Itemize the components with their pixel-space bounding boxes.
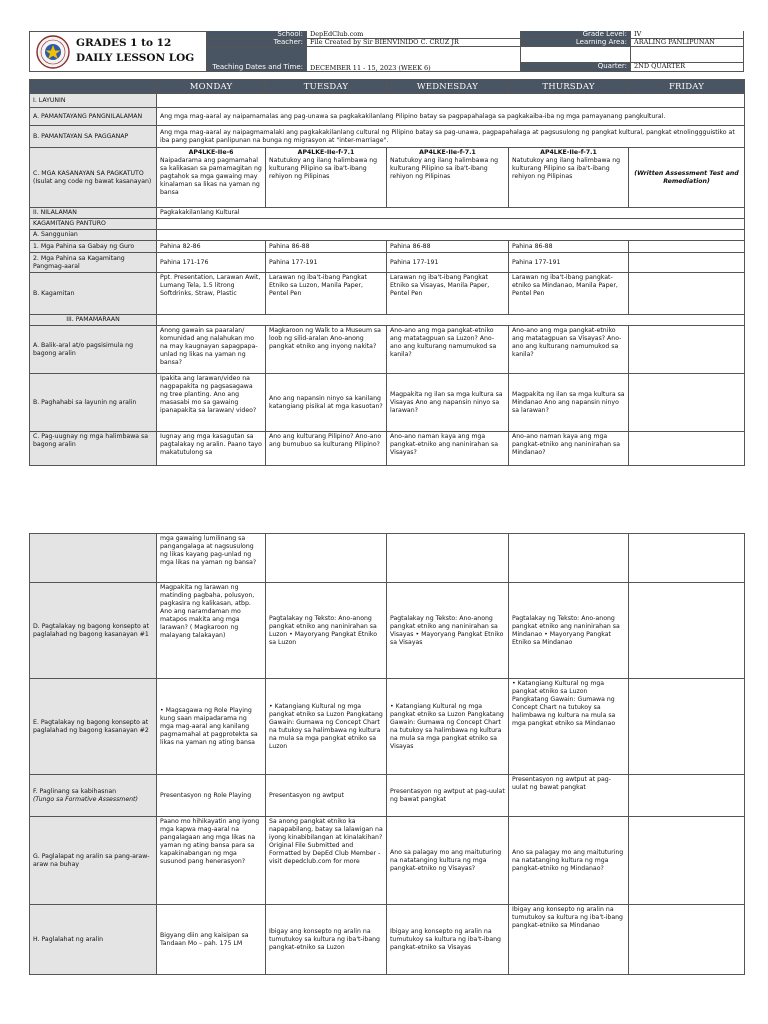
- header-title-box: [29, 31, 207, 72]
- row-sanggunian: [30, 230, 745, 241]
- continuation-tuesday: [266, 534, 387, 583]
- school-value: DepEdClub.com: [307, 31, 521, 39]
- row-konsepto2: [30, 679, 745, 775]
- kagamitan-label: B. Kagamitan: [30, 273, 157, 315]
- balik-friday: [629, 326, 745, 374]
- row-balik: [30, 326, 745, 374]
- kabihasnan-label: F. Paglinang sa kabihasnan: [33, 787, 117, 795]
- pamantayang-text: Ang mga mag-aaral ay naipamamalas ang pag-unawa sa pagkakakilanlang Pilipino batay sa pagpapahalaga sa pagkakaiba-iba ng mga pamayanang pangkultural.: [157, 108, 745, 126]
- layunin-blank: [157, 94, 745, 108]
- guro-monday: Pahina 82-86: [157, 241, 266, 253]
- paglalahat-friday: [629, 905, 745, 975]
- konsepto1-tuesday: Pagtalakay ng Teksto: Ano-anong pangkat etniko ang naninirahan sa Luzon • Mayoryang Pangkat Etniko sa Luzon: [266, 583, 387, 679]
- text: Natutukoy ang ilang halimbawa ng kulturang Pilipino sa iba't-ibang rehiyon ng Pilipinas: [512, 157, 621, 180]
- kabihasnan-friday: [629, 775, 745, 817]
- paglalapat-tuesday: Sa anong pangkat etniko ka napapabilang, batay sa lalawigan na iyong kinabibilangan at kinalakihan? Original File Submitted and Formatted by DepEd Club Member - visit depedclub.com for more: [266, 817, 387, 905]
- paglalahat-thursday: Ibigay ang konsepto ng aralin na tumutukoy sa kultura ng iba't-ibang pangkat-etniko sa Mindanao: [509, 905, 629, 975]
- row-paglalahat: [30, 905, 745, 975]
- kasanayan-label: C. MGA KASANAYAN SA PAGKATUTO (Isulat ang code ng bawat kasanayan): [30, 148, 157, 208]
- row-paguugnay: [30, 432, 745, 466]
- dates-value: DECEMBER 11 - 15, 2023 (WEEK 6): [307, 47, 521, 72]
- day-thursday: THURSDAY: [509, 80, 629, 94]
- paguugnay-thursday: Ano-ano naman kaya ang mga pangkat-etniko ang naninirahan sa Mindanao?: [509, 432, 629, 466]
- konsepto2-label: E. Pagtalakay ng bagong konsepto at paglalahad ng bagong kasanayan #2: [30, 679, 157, 775]
- school-label: School:: [207, 31, 307, 39]
- row-layunin: [30, 94, 745, 108]
- kasanayan-wednesday: [387, 148, 509, 208]
- konsepto2-tuesday: • Katangiang Kultural ng mga pangkat etniko sa Luzon Pangkatang Gawain: Gumawa ng Concept Chart na tutukoy sa halimbawa ng kultura na mula sa mga pangkat etniko sa Luzon: [266, 679, 387, 775]
- konsepto2-monday: • Magsagawa ng Role Playing kung saan maipadarama ng mga mag-aaral ang kanilang pagmamahal at pagprotekta sa likas na yaman ng ating bansa: [157, 679, 266, 775]
- guro-friday: [629, 241, 745, 253]
- grade-value: IV: [631, 31, 744, 39]
- teacher-value: File Created by Sir BIENVINIDO C. CRUZ JR: [307, 39, 521, 47]
- teacher-label: Teacher:: [207, 39, 307, 47]
- code: AP4LKE-IIe-6: [188, 149, 234, 156]
- lesson-log-table-2: [29, 533, 745, 975]
- day-tuesday: TUESDAY: [266, 80, 387, 94]
- row-paghahabi: [30, 374, 745, 432]
- paglalahat-tuesday: Ibigay ang konsepto ng aralin na tumutukoy sa kultura ng iba't-ibang pangkat-etniko sa Luzon: [266, 905, 387, 975]
- balik-tuesday: Magkaroon ng Walk to a Museum sa loob ng silid-aralan Ano-anong pangkat etniko ang inyong nakita?: [266, 326, 387, 374]
- row-nilalaman: [30, 208, 745, 219]
- layunin-label: I. LAYUNIN: [30, 94, 157, 108]
- day-friday: FRIDAY: [629, 80, 745, 94]
- blank-value: [631, 47, 744, 63]
- kasanayan-thursday: [509, 148, 629, 208]
- guro-wednesday: Pahina 86-88: [387, 241, 509, 253]
- konsepto2-wednesday: • Katangiang Kultural ng mga pangkat etniko sa Luzon Pangkatang Gawain: Gumawa ng Concept Chart na tutukoy sa halimbawa ng kultura na mula sa mga pangkat etniko sa Visayas: [387, 679, 509, 775]
- code: AP4LKE-IIe-f-7.1: [419, 149, 476, 156]
- area-label: Learning Area:: [521, 39, 631, 47]
- title-line-2: DAILY LESSON LOG: [76, 52, 195, 64]
- paguugnay-monday: Iugnay ang mga kasagutan sa pagtalakay ng aralin. Paano tayo makatutulong sa: [157, 432, 266, 466]
- row-guro: [30, 241, 745, 253]
- row-continuation: [30, 534, 745, 583]
- text: Natutukoy ang ilang halimbawa ng kulturang Pilipino sa iba't-ibang rehiyon ng Pilipinas: [390, 157, 499, 180]
- magaaral-friday: [629, 253, 745, 273]
- kabihasnan-thursday: Presentasyon ng awtput at pag-uulat ng bawat pangkat: [509, 775, 629, 817]
- paglalapat-wednesday: Ano sa palagay mo ang maituturing na natatanging kultura ng mga pangkat-etniko ng Visayas?: [387, 817, 509, 905]
- magaaral-wednesday: Pahina 177-191: [387, 253, 509, 273]
- nilalaman-text: Pagkakakilanlang Kultural: [157, 208, 745, 219]
- row-pagganap: [30, 126, 745, 148]
- row-magaaral: [30, 253, 745, 273]
- row-kabihasnan: [30, 775, 745, 817]
- konsepto1-label: D. Pagtalakay ng bagong konsepto at paglalahad ng bagong kasanayan #1: [30, 583, 157, 679]
- paghahabi-wednesday: Magpakita ng ilan sa mga kultura sa Visayas Ano ang napansin ninyo sa larawan?: [387, 374, 509, 432]
- continuation-wednesday: [387, 534, 509, 583]
- paglalahat-monday: Bigyang diin ang kaisipan sa Tandaan Mo – pah. 175 LM: [157, 905, 266, 975]
- continuation-monday: mga gawaing lumilinang sa pangangalaga at nagsusulong ng likas kayang pag-unlad ng mga likas na yaman ng bansa?: [157, 534, 266, 583]
- row-konsepto1: [30, 583, 745, 679]
- paglalahat-label: H. Paglalahat ng aralin: [30, 905, 157, 975]
- pagganap-text: Ang mga mag-aaral ay naipagmamalaki ang pagkakakilanlang cultural ng Pilipino batay sa pag-unawa, pagpapahalaga at pagsusulong ng pangkat kultural, pangkat etnolinggguistiko at iba pang pangkat panlipunan na bunga ng migrasyon at "inter-marriage".: [157, 126, 745, 148]
- continuation-friday: [629, 534, 745, 583]
- paghahabi-tuesday: Ano ang napansin ninyo sa kanilang katangiang pisikal at mga kasuotan?: [266, 374, 387, 432]
- kagamitan-wednesday: Larawan ng iba't-ibang Pangkat Etniko sa Visayas, Manila Paper, Pentel Pen: [387, 273, 509, 315]
- row-kagamitang: [30, 219, 745, 230]
- paguugnay-label: C. Pag-uugnay ng mga halimbawa sa bagong aralin: [30, 432, 157, 466]
- title-line-1: GRADES 1 to 12: [76, 37, 172, 49]
- kagamitan-friday: [629, 273, 745, 315]
- row-kagamitan: [30, 273, 745, 315]
- blank-label: [521, 47, 631, 63]
- friday-note: (Written Assessment Test and Remediation): [629, 148, 745, 208]
- nilalaman-label: II. NILALAMAN: [30, 208, 157, 219]
- konsepto2-thursday: • Katangiang Kultural ng mga pangkat etniko sa Luzon Pangkatang Gawain: Gumawa ng Concept Chart na tutukoy sa halimbawa ng kultura na mula sa mga pangkat etniko sa Mindanao: [509, 679, 629, 775]
- paglalapat-label: G. Paglalapat ng aralin sa pang-araw-araw na buhay: [30, 817, 157, 905]
- magaaral-monday: Pahina 171-176: [157, 253, 266, 273]
- kagamitang-label: KAGAMITANG PANTURO: [30, 219, 157, 230]
- row-kasanayan: [30, 148, 745, 208]
- guro-thursday: Pahina 86-88: [509, 241, 629, 253]
- paglalapat-friday: [629, 817, 745, 905]
- row-paglalapat: [30, 817, 745, 905]
- kasanayan-tuesday: [266, 148, 387, 208]
- sanggunian-blank: [157, 230, 745, 241]
- continuation-label: [30, 534, 157, 583]
- deped-seal-icon: [36, 35, 70, 69]
- kagamitan-monday: Ppt. Presentation, Larawan Awit, Lumang Tela, 1.5 litrong Softdrinks, Straw, Plastic: [157, 273, 266, 315]
- grade-label: Grade Level:: [521, 31, 631, 39]
- kabihasnan-wednesday: Presentasyon ng awtput at pag-uulat ng bawat pangkat: [387, 775, 509, 817]
- paghahabi-monday: Ipakita ang larawan/video na nagpapakita ng pagsasagawa ng tree planting. Ano ang masasabi mo sa gawaing ipanapakita sa larawan/ video?: [157, 374, 266, 432]
- paglalapat-thursday: Ano sa palagay mo ang maituturing na natatanging kultura ng mga pangkat-etniko ng Mindanao?: [509, 817, 629, 905]
- quarter-label: Quarter:: [521, 63, 631, 72]
- kabihasnan-monday: Presentasyon ng Role Playing: [157, 775, 266, 817]
- paglalapat-monday: Paano mo hihikayatin ang iyong mga kapwa mag-aaral na pangalagaan ang mga likas na yaman ng ating bansa para sa kapakinabangan ng mga susunod pang henerasyon?: [157, 817, 266, 905]
- pamamaraan-label: III. PAMAMARAAN: [30, 315, 157, 326]
- guro-tuesday: Pahina 86-88: [266, 241, 387, 253]
- header-title: [76, 36, 194, 66]
- kagamitan-tuesday: Larawan ng iba't-ibang Pangkat Etniko sa Luzon, Manila Paper, Pentel Pen: [266, 273, 387, 315]
- paghahabi-label: B. Paghahabi sa layunin ng aralin: [30, 374, 157, 432]
- code: AP4LKE-IIe-f-7.1: [297, 149, 355, 156]
- kagamitang-blank: [157, 219, 745, 230]
- area-value: ARALING PANLIPUNAN: [631, 39, 744, 47]
- day-monday: MONDAY: [157, 80, 266, 94]
- text: Natutukoy ang ilang halimbawa ng kulturang Pilipino sa iba't-ibang rehiyon ng Pilipinas: [269, 157, 378, 180]
- konsepto1-monday: Magpakita ng larawan ng matinding pagbaha, polusyon, pagkasira ng kalikasan, atbp. Ano ang naramdaman mo matapos makita ang mga larawan? ( Magkaroon ng malayang talakayan): [157, 583, 266, 679]
- row-pamantayang: [30, 108, 745, 126]
- paguugnay-friday: [629, 432, 745, 466]
- paguugnay-tuesday: Ano ang kulturang Pilipino? Ano-ano ang bumubuo sa kulturang Pilipino?: [266, 432, 387, 466]
- kabihasnan-label-cell: [30, 775, 157, 817]
- magaaral-label: 2. Mga Pahina sa Kagamitang Pangmag-aaral: [30, 253, 157, 273]
- code: AP4LKE-IIe-f-7.1: [540, 149, 597, 156]
- konsepto1-thursday: Pagtalakay ng Teksto: Ano-anong pangkat etniko ang naninirahan sa Mindanao • Mayoryang Pangkat Etniko sa Mindanao: [509, 583, 629, 679]
- continuation-thursday: [509, 534, 629, 583]
- kabihasnan-tuesday: Presentasyon ng awtput: [266, 775, 387, 817]
- corner-cell: [30, 80, 157, 94]
- balik-wednesday: Ano-ano ang mga pangkat-etniko ang matatagpuan sa Luzon? Ano-ano ang kulturang namumukod sa kanila?: [387, 326, 509, 374]
- day-header-row: [30, 80, 745, 94]
- text: Naipadarama ang pagmamahal sa kalikasan sa pamamagitan ng pagtahok sa mga gawaing may kinalaman sa likas na yaman ng bansa: [160, 157, 262, 196]
- pamantayang-label: A. PAMANTAYANG PANGNILALAMAN: [30, 108, 157, 126]
- row-pamamaraan: [30, 315, 745, 326]
- kabihasnan-sub: (Tungo sa Formative Assessment): [33, 795, 138, 803]
- dates-label: Teaching Dates and Time:: [207, 47, 307, 72]
- day-wednesday: WEDNESDAY: [387, 80, 509, 94]
- pamamaraan-blank: [157, 315, 745, 326]
- paghahabi-thursday: Magpakita ng ilan sa mga kultura sa Mindanao Ano ang napansin ninyo sa larawan?: [509, 374, 629, 432]
- kagamitan-thursday: Larawan ng iba't-ibang pangkat-etniko sa Mindanao, Manila Paper, Pentel Pen: [509, 273, 629, 315]
- balik-monday: Anong gawain sa paaralan/ komunidad ang nalahukan mo na may kaugnayan sapagpapa-unlad ng likas na yaman ng bansa?: [157, 326, 266, 374]
- kasanayan-monday: [157, 148, 266, 208]
- paghahabi-friday: [629, 374, 745, 432]
- balik-thursday: Ano-ano ang mga pangkat-etniko ang matatagpuan sa Visayas? Ano-ano ang kulturang namumukod sa kanila?: [509, 326, 629, 374]
- konsepto2-friday: [629, 679, 745, 775]
- konsepto1-friday: [629, 583, 745, 679]
- paglalahat-wednesday: Ibigay ang konsepto ng aralin na tumutukoy sa kultura ng iba't-ibang pangkat-etniko sa Visayas: [387, 905, 509, 975]
- magaaral-tuesday: Pahina 177-191: [266, 253, 387, 273]
- quarter-value: 2ND QUARTER: [631, 63, 744, 72]
- guro-label: 1. Mga Pahina sa Gabay ng Guro: [30, 241, 157, 253]
- konsepto1-wednesday: Pagtalakay ng Teksto: Ano-anong pangkat etniko ang naninirahan sa Visayas • Mayoryang Pangkat Etniko sa Visayas: [387, 583, 509, 679]
- balik-label: A. Balik-aral at/o pagsisimula ng bagong aralin: [30, 326, 157, 374]
- paguugnay-wednesday: Ano-ano naman kaya ang mga pangkat-etniko ang naninirahan sa Visayas?: [387, 432, 509, 466]
- sanggunian-label: A. Sanggunian: [30, 230, 157, 241]
- magaaral-thursday: Pahina 177-191: [509, 253, 629, 273]
- pagganap-label: B. PAMANTAYAN SA PAGGANAP: [30, 126, 157, 148]
- header-info-grid: [207, 31, 744, 72]
- lesson-log-table-1: [29, 79, 745, 466]
